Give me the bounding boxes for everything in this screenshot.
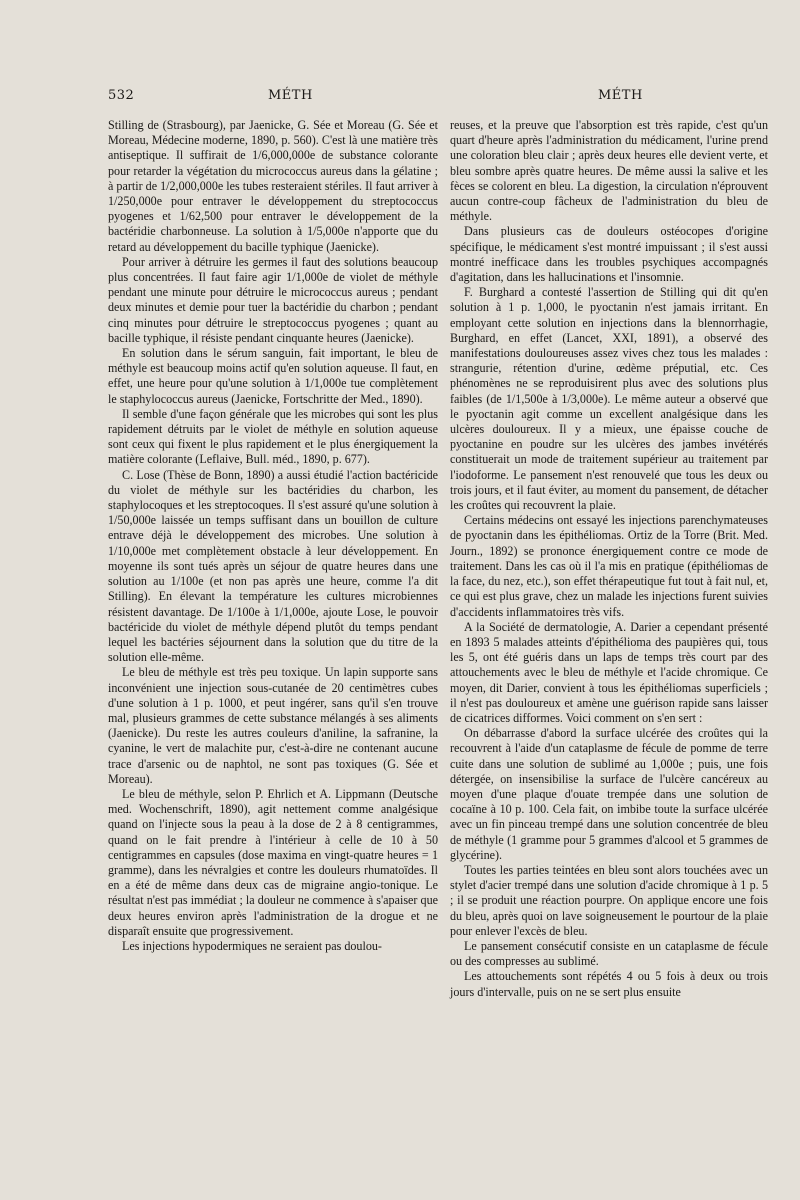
- paragraph: Certains médecins ont essayé les injections parenchymateuses de pyoctanin dans les épithéliomas. Ortiz de la Torre (Brit. Med. Journ., 1892) se prononce énergiquement contre ce mode de traitement. Dans les cas où il l'a mis en pratique (épithéliomas de la face, du nez, etc.), son effet thérapeutique fut tout à fait nul, et, ce qui est plus grave, chez un malade les injections furent suivies d'accidents inflammatoires très vifs.: [450, 513, 768, 619]
- paragraph: Le bleu de méthyle est très peu toxique. Un lapin supporte sans inconvénient une injection sous-cutanée de 20 centimètres cubes d'une solution à 1 p. 1000, et peut ingérer, sans qu'il s'en trouve mal, plusieurs grammes de cette substance mélangés à ses aliments (Jaenicke). Du reste les autres couleurs d'aniline, la safranine, la cyanine, le vert de malachite pur, c'est-à-dire ne contenant aucune trace d'arsenic ou de naphtol, ne sont pas toxiques (G. Sée et Moreau).: [108, 665, 438, 786]
- paragraph: On débarrasse d'abord la surface ulcérée des croûtes qui la recouvrent à l'aide d'un cataplasme de fécule de pomme de terre cuite dans une solution de sublimé au 1,000e ; puis, une fois détergée, on insensibilise la surface de l'ulcère cancéreux au moyen d'une plaque d'ouate trempée dans une solution de cocaïne à 10 p. 100. Cela fait, on imbibe toute la surface ulcérée avec un fin pinceau trempé dans une solution concentrée de bleu de méthyle (1 gramme pour 5 grammes d'alcool et 5 grammes de glycérine).: [450, 726, 768, 862]
- paragraph: Les attouchements sont répétés 4 ou 5 fois à deux ou trois jours d'intervalle, puis on ne se sert plus ensuite: [450, 969, 768, 999]
- paragraph: Il semble d'une façon générale que les microbes qui sont les plus rapidement détruits par le violet de méthyle en solution aqueuse sont ceux qui fixent le plus rapidement et le plus énergiquement la matière colorante (Leflaive, Bull. méd., 1890, p. 677).: [108, 406, 438, 467]
- paragraph: Pour arriver à détruire les germes il faut des solutions beaucoup plus concentrées. Il faut faire agir 1/1,000e de violet de méthyle pendant une minute pour détruire le micrococcus aureus ; pendant deux minutes et demie pour tuer la bactéridie du charbon ; pendant cinq minutes pour détruire le streptococcus pyogenes ; quant au bacille typhique, il résiste pendant cinquante heures (Jaenicke).: [108, 254, 438, 345]
- paragraph: A la Société de dermatologie, A. Darier a cependant présenté en 1893 5 malades atteints d'épithélioma des paupières qui, tous les 5, ont été guéris dans un laps de temps très court par des attouchements avec le bleu de méthyle et l'acide chromique. Ce moyen, dit Darier, convient à tous les épithéliomas superficiels ; il n'est pas douloureux et amène une guérison rapide sans laisser de cicatrices difformes. Voici comment on s'en sert :: [450, 619, 768, 725]
- paragraph: C. Lose (Thèse de Bonn, 1890) a aussi étudié l'action bactéricide du violet de méthyle sur les bactéridies du charbon, les staphylocoques et les streptocoques. Il s'est assuré qu'une solution à 1/50,000e laissée un temps suffisant dans un bouillon de culture entrave déjà le développement des microbes. Une solution à 1/10,000e met complètement obstacle à leur développement. En moyenne ils sont tués après un séjour de quatre heures dans une solution au 1/100e (et non pas après une heure, comme l'a dit Stilling). En élevant la température les cultures microbiennes résistent davantage. De 1/100e à 1/1,000e, ajoute Lose, le pouvoir bactéricide du violet de méthyle dépend plutôt du temps pendant lequel les bactéries séjournent dans la solution que du titre de la solution elle-même.: [108, 467, 438, 665]
- right-column: [450, 118, 768, 1000]
- header-right-title: MÉTH: [598, 88, 643, 103]
- text-columns: [108, 118, 768, 1000]
- paragraph: Stilling de (Strasbourg), par Jaenicke, G. Sée et Moreau (G. Sée et Moreau, Médecine moderne, 1890, p. 560). C'est là une matière très antiseptique. Il suffirait de 1/6,000,000e de substance colorante pour retarder la végétation du micrococcus aureus dans la gélatine ; à partir de 1/2,000,000e les tubes resteraient stériles. Il faut arriver à 1/250,000e pour entraver le développement du streptococcus pyogenes et 1/62,500 pour entraver le développement de la bactéridie charbonneuse. La solution à 1/5,000e n'apporte que du retard au développement du bacille typhique (Jaenicke).: [108, 118, 438, 254]
- running-header: [108, 88, 760, 106]
- paragraph: Les injections hypodermiques ne seraient pas doulou-: [122, 938, 382, 953]
- left-column: [108, 118, 438, 1000]
- page-number: 532: [108, 88, 135, 103]
- paragraph: Le pansement consécutif consiste en un cataplasme de fécule ou des compresses au sublimé.: [450, 938, 768, 969]
- paragraph: reuses, et la preuve que l'absorption est très rapide, c'est qu'un quart d'heure après l'administration du médicament, l'urine prend une coloration bleu clair ; après deux heures elle devient verte, et bleu sombre après quatre heures. De même aussi la salive et les fèces se colorent en bleu. La digestion, la circulation n'éprouvent aucun contre-coup fâcheux de l'administration du bleu de méthyle.: [450, 118, 768, 224]
- paragraph: Dans plusieurs cas de douleurs ostéocopes d'origine spécifique, le médicament s'est montré impuissant ; il s'est aussi montré inefficace dans les troubles psychiques accompagnés d'agitation, dans les hallucinations et l'insomnie.: [450, 224, 768, 285]
- paragraph: Le bleu de méthyle, selon P. Ehrlich et A. Lippmann (Deutsche med. Wochenschrift, 1890), agit nettement comme analgésique quand on l'injecte sous la peau à la dose de 2 à 8 centigrammes, quand on le fait prendre à l'intérieur à celle de 10 à 50 centigrammes en capsules (dose maxima en vingt-quatre heures = 1 gramme), dans les névralgies et contre les douleurs rhumatoïdes. Il en a été de même dans deux cas de migraine angio-tonique. Le résultat n'est pas immédiat ; la douleur ne commence à s'apaiser que deux heures environ après l'administration de la drogue et ne disparaît ensuite que progressivement.: [108, 786, 438, 938]
- paragraph: En solution dans le sérum sanguin, fait important, le bleu de méthyle est beaucoup moins actif qu'en solution aqueuse. Il faut, en effet, une heure pour qu'une solution à 1/1,000e tue complètement le staphylococcus aureus (Jaenicke, Fortschritte der Med., 1890).: [108, 346, 438, 406]
- header-left-title: MÉTH: [268, 88, 313, 103]
- paragraph: F. Burghard a contesté l'assertion de Stilling qui dit qu'en solution à 1 p. 1,000, le pyoctanin n'est jamais irritant. En employant cette solution en injections dans la blennorrhagie, Burghard, en effet (Lancet, XXI, 1891), a observé des manifestations douloureuses assez vives chez tous les malades : strangurie, rétention d'urine, œdème préputial, etc. Ces phénomènes ne se reproduisirent plus avec des solutions plus faibles (de 1/1,500e à 1/3,000e). Le même auteur a observé que le pyoctanin agit comme un excellent analgésique dans les ulcères douloureux. Il y a mieux, une épaisse couche de pyoctanine en poudre sur les ulcères des jambes invétérés constituerait un mode de traitement supérieur au traitement par l'iodoforme. Le pansement n'est renouvelé que tous les deux ou trois jours, et il faut éviter, au moment du pansement, de détacher les croûtes qui recouvrent la plaie.: [450, 285, 768, 513]
- paragraph: Toutes les parties teintées en bleu sont alors touchées avec un stylet d'acier trempé dans une solution d'acide chromique à 1 p. 5 ; il se produit une réaction pourpre. On applique encore une fois du bleu, après quoi on lave soigneusement le pourtour de la plaie pour enlever l'excès de bleu.: [450, 862, 768, 938]
